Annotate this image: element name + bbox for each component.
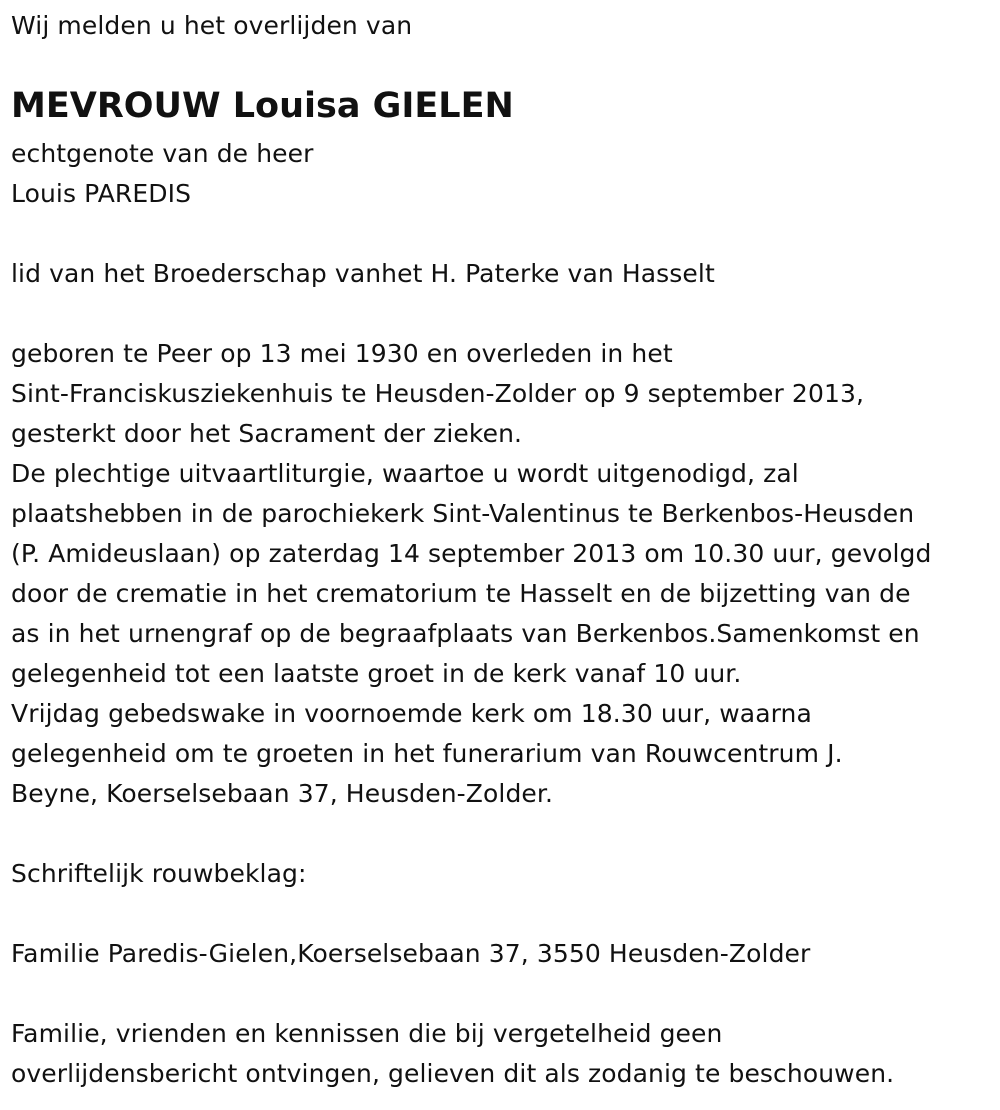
body-line: as in het urnengraf op de begraafplaats van Berkenbos.Samenkomst en xyxy=(11,619,920,648)
body-line: geboren te Peer op 13 mei 1930 en overleden in het xyxy=(11,339,673,368)
intro-text: Wij melden u het overlijden van xyxy=(11,11,413,40)
body-line: De plechtige uitvaartliturgie, waartoe u wordt uitgenodigd, zal xyxy=(11,459,799,488)
body-line: gelegenheid om te groeten in het funerarium van Rouwcentrum J. xyxy=(11,739,843,768)
closing-line: Familie, vrienden en kennissen die bij vergetelheid geen xyxy=(11,1019,723,1048)
body-line: door de crematie in het crematorium te Hasselt en de bijzetting van de xyxy=(11,579,911,608)
condolence-label: Schriftelijk rouwbeklag: xyxy=(11,859,307,888)
body-line: gesterkt door het Sacrament der zieken. xyxy=(11,419,523,448)
family-address: Familie Paredis-Gielen,Koerselsebaan 37, 3550 Heusden-Zolder xyxy=(11,939,811,968)
closing-line: overlijdensbericht ontvingen, gelieven dit als zodanig te beschouwen. xyxy=(11,1059,895,1088)
deceased-name: MEVROUW Louisa GIELEN xyxy=(11,86,514,126)
spouse-label: echtgenote van de heer xyxy=(11,139,314,168)
body-line: Beyne, Koerselsebaan 37, Heusden-Zolder. xyxy=(11,779,554,808)
body-line: plaatshebben in de parochiekerk Sint-Valentinus te Berkenbos-Heusden xyxy=(11,499,915,528)
spouse-name: Louis PAREDIS xyxy=(11,179,192,208)
body-line: Vrijdag gebedswake in voornoemde kerk om 18.30 uur, waarna xyxy=(11,699,812,728)
body-line: Sint-Franciskusziekenhuis te Heusden-Zolder op 9 september 2013, xyxy=(11,379,865,408)
body-line: (P. Amideuslaan) op zaterdag 14 september 2013 om 10.30 uur, gevolgd xyxy=(11,539,932,568)
membership-text: lid van het Broederschap vanhet H. Paterke van Hasselt xyxy=(11,259,715,288)
body-line: gelegenheid tot een laatste groet in de kerk vanaf 10 uur. xyxy=(11,659,742,688)
